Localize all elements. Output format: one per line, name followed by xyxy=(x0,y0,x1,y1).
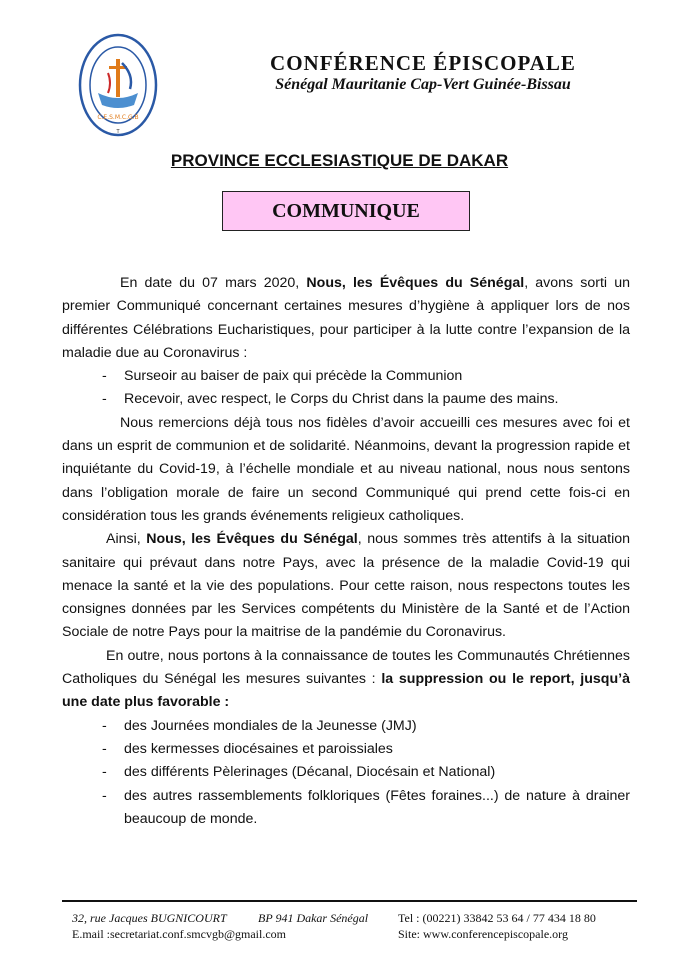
p1-bold: Nous, les Évêques du Sénégal xyxy=(306,275,525,291)
svg-text:C.E.S.M.C.G.B: C.E.S.M.C.G.B xyxy=(97,114,139,121)
list-item: - Surseoir au baiser de paix qui précède la Communion xyxy=(62,365,630,388)
province-heading xyxy=(0,151,679,171)
footer-divider xyxy=(62,900,637,902)
p1-text-end: , avons sorti un premier Communiqué concernant certaines mesures d’hygiène à appliquer lors de nos différentes Célébrations Eucharistiques, pour participer à la lutte contre l’expansion de la maladie due au Coronavirus : xyxy=(62,275,631,361)
paragraph-4 xyxy=(62,645,630,715)
list-item: - des différents Pèlerinages (Décanal, Diocésain et National) xyxy=(62,761,630,784)
cancelled-events-list xyxy=(62,715,630,831)
communique-label: COMMUNIQUE xyxy=(272,199,420,222)
document-body xyxy=(62,272,630,831)
list-item: - des kermesses diocésaines et paroissiales xyxy=(62,738,630,761)
footer-website: Site: www.conferencepiscopale.org xyxy=(398,927,568,941)
p3-bold: Nous, les Évêques du Sénégal xyxy=(146,531,358,548)
p1-text-start: En date du 07 mars 2020, xyxy=(120,275,307,291)
paragraph-3 xyxy=(62,528,630,644)
communique-title-box xyxy=(222,191,470,231)
p3-text-end: , nous sommes très attentifs à la situation sanitaire qui prévaut dans notre Pays, avec la présence de la maladie Covid-19 qui menace la santé et la vie des populations. Pour cette raison, nous respectons toutes les consignes données par les Services compétents du Ministère de la Santé et de l’Action Sociale de notre Pays pour la maitrise de la pandémie du Coronavirus. xyxy=(62,531,631,641)
list-item: - Recevoir, avec respect, le Corps du Christ dans la paume des mains. xyxy=(62,388,630,411)
footer-po-box: BP 941 Dakar Sénégal xyxy=(258,911,369,925)
list-item: - des Journées mondiales de la Jeunesse (JMJ) xyxy=(62,715,630,738)
hygiene-measures-list xyxy=(62,365,630,412)
conference-subtitle: Sénégal Mauritanie Cap-Vert Guinée-Bissau xyxy=(275,76,571,93)
paragraph-1 xyxy=(62,272,630,365)
episcopal-seal-logo xyxy=(78,33,158,145)
p4-bold: la suppression ou le report, jusqu’à une date plus favorable : xyxy=(62,671,630,711)
footer-email: E.mail :secretariat.conf.smcvgb@gmail.com xyxy=(72,927,286,941)
p4-text: En outre, nous portons à la connaissance de toutes les Communautés Chrétiennes Catholiques du Sénégal les mesures suivantes : xyxy=(62,647,630,688)
province-heading-text: PROVINCE ECCLESIASTIQUE DE DAKAR xyxy=(170,151,509,170)
paragraph-2: Nous remercions déjà tous nos fidèles d’avoir accueilli ces mesures avec foi et dans un esprit de communion et de solidarité. Néanmoins, devant la progression rapide et inquiétante du Covid-19, à l’échelle mondiale et au niveau national, nous nous sentons dans l’obligation morale de faire un second Communiqué qui prend cette fois-ci en considération tous les grands événements religieux catholiques. xyxy=(62,414,630,524)
conference-title: CONFÉRENCE ÉPISCOPALE xyxy=(270,51,576,75)
svg-text:T: T xyxy=(116,129,120,135)
footer-address: 32, rue Jacques BUGNICOURT xyxy=(72,911,227,925)
p3-text-start: Ainsi, xyxy=(106,531,147,548)
footer-phone: Tel : (00221) 33842 53 64 / 77 434 18 80 xyxy=(398,911,596,925)
list-item: - des autres rassemblements folkloriques (Fêtes foraines...) de nature à drainer beaucoup de monde. xyxy=(62,785,630,832)
